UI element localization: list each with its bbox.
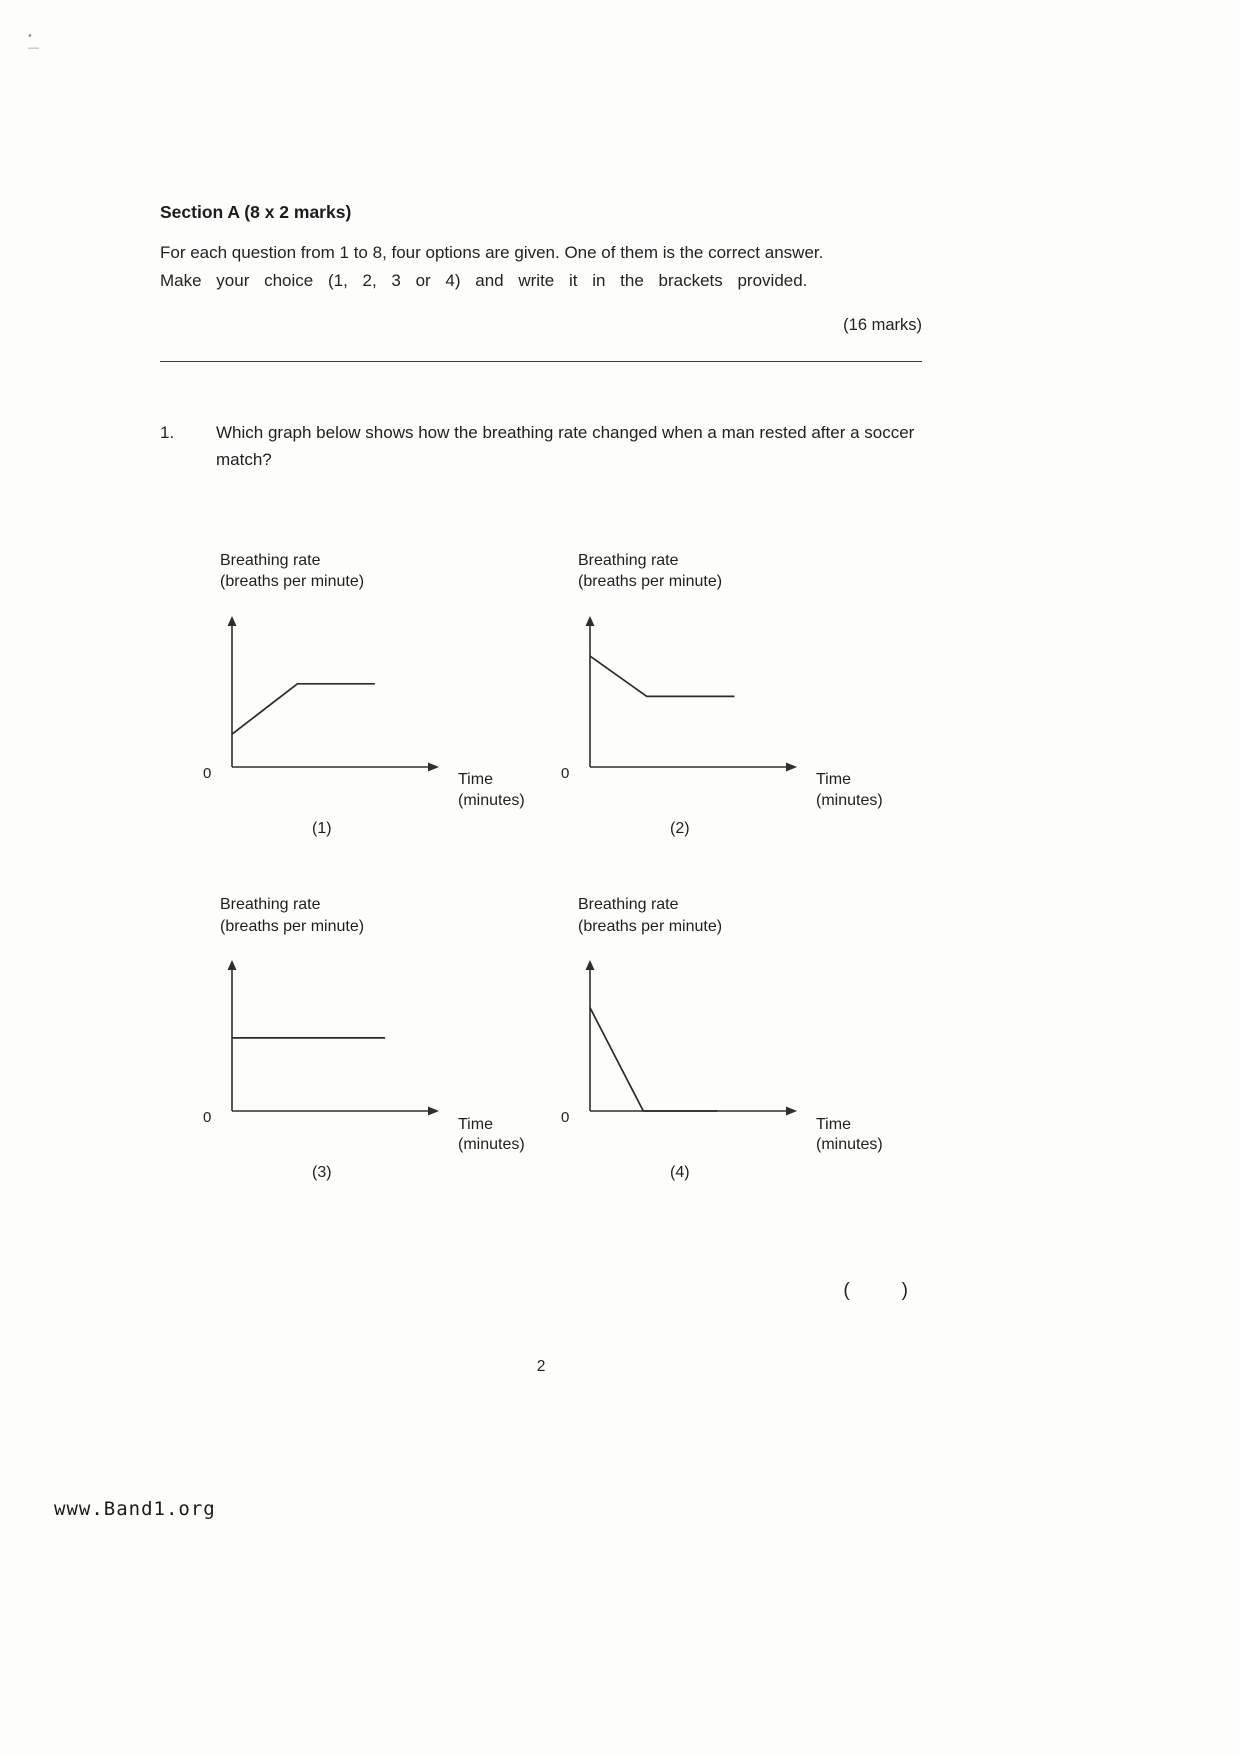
answer-bracket-open: ( — [843, 1280, 850, 1302]
page-content — [160, 202, 922, 1376]
scan-artifact: • ― — [28, 30, 67, 54]
graph-plot-1 — [220, 615, 448, 785]
graph-option-2 — [561, 550, 922, 838]
footer-url: www.Band1.org — [54, 1498, 216, 1520]
x-axis-label-line2: (minutes) — [458, 792, 525, 810]
x-axis-label-line2: (minutes) — [816, 792, 883, 810]
graph-option-4 — [561, 894, 922, 1182]
graph-plot-2 — [578, 615, 806, 785]
y-axis-label-line2: (breaths per minute) — [220, 917, 365, 935]
origin-label-4: 0 — [561, 1109, 570, 1127]
origin-label-1: 0 — [203, 764, 212, 782]
answer-write-space — [850, 1280, 902, 1302]
graph-number-2: (2) — [670, 819, 690, 837]
graph-option-3 — [203, 894, 578, 1182]
y-axis-label-line1: Breathing rate — [578, 895, 679, 913]
section-title: Section A (8 x 2 marks) — [160, 202, 352, 222]
x-axis-label-line2: (minutes) — [816, 1136, 883, 1154]
x-axis-label-line1: Time — [458, 1115, 493, 1133]
answer-brackets — [160, 1280, 922, 1302]
graph-number-3: (3) — [312, 1164, 332, 1182]
instructions — [160, 239, 922, 294]
x-axis-label-line1: Time — [816, 771, 851, 789]
x-axis-label-1 — [458, 770, 525, 812]
x-axis-label-line1: Time — [816, 1115, 851, 1133]
x-axis-label-3 — [458, 1115, 525, 1157]
answer-bracket-close: ) — [901, 1280, 908, 1302]
y-axis-label-4 — [578, 894, 922, 937]
y-axis-label-3 — [220, 894, 578, 937]
graph-plot-4 — [578, 959, 806, 1129]
origin-label-3: 0 — [203, 1109, 212, 1127]
x-axis-label-line1: Time — [458, 771, 493, 789]
graph-number-4: (4) — [670, 1164, 690, 1182]
y-axis-label-line1: Breathing rate — [578, 551, 679, 569]
origin-label-2: 0 — [561, 764, 570, 782]
x-axis-label-4 — [816, 1115, 883, 1157]
instructions-line-2: Make your choice (1, 2, 3 or 4) and write it in the brackets provided. — [160, 270, 808, 290]
y-axis-label-line1: Breathing rate — [220, 895, 321, 913]
graph-number-1: (1) — [312, 819, 332, 837]
question-1 — [160, 420, 922, 474]
y-axis-label-line2: (breaths per minute) — [220, 573, 365, 591]
x-axis-label-line2: (minutes) — [458, 1136, 525, 1154]
x-axis-label-2 — [816, 770, 883, 812]
marks-note: (16 marks) — [843, 316, 922, 335]
page-number: 2 — [536, 1358, 546, 1376]
graph-plot-3 — [220, 959, 448, 1129]
y-axis-label-line2: (breaths per minute) — [578, 917, 723, 935]
section-divider — [160, 361, 922, 362]
graph-option-1 — [203, 550, 578, 838]
answer-options-grid — [203, 550, 922, 1182]
question-number: 1. — [160, 423, 175, 443]
question-text: Which graph below shows how the breathing rate changed when a man rested after a soccer match? — [216, 423, 915, 469]
instructions-line-1: For each question from 1 to 8, four options are given. One of them is the correct answer. — [160, 243, 824, 262]
y-axis-label-line1: Breathing rate — [220, 551, 321, 569]
y-axis-label-1 — [220, 550, 578, 593]
y-axis-label-line2: (breaths per minute) — [578, 573, 723, 591]
y-axis-label-2 — [578, 550, 922, 593]
